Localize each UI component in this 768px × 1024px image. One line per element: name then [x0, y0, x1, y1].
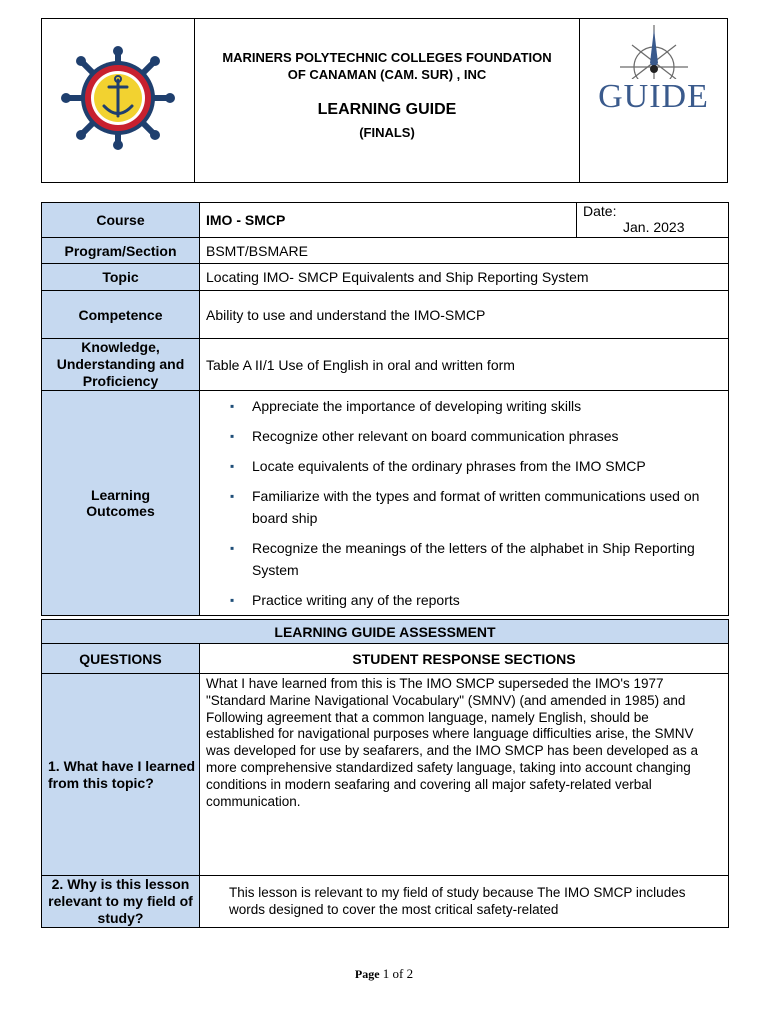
competence-row [42, 291, 729, 339]
document-header [41, 18, 728, 183]
compass-rose-icon [594, 23, 714, 79]
responses-header: STUDENT RESPONSE SECTIONS [200, 644, 729, 674]
bullet-icon: ▪ [230, 541, 235, 555]
list-item: ▪ Recognize the meanings of the letters of the alphabet in Ship Reporting System [230, 537, 728, 581]
date-label: Date: [583, 203, 617, 219]
questions-header: QUESTIONS [42, 644, 200, 674]
question-row-1 [42, 674, 729, 876]
outcomes-list [200, 391, 728, 615]
bullet-icon: ▪ [230, 593, 235, 607]
assessment-header-row [42, 644, 729, 674]
program-label: Program/Section [42, 238, 200, 264]
list-item: ▪ Appreciate the importance of developing writing skills [230, 395, 728, 417]
kup-row [42, 339, 729, 391]
program-row [42, 238, 729, 264]
page-footer [0, 966, 768, 982]
course-label: Course [42, 203, 200, 238]
outcomes-row [42, 391, 729, 616]
course-value: IMO - SMCP [200, 203, 577, 238]
topic-row [42, 264, 729, 291]
outcomes-cell [200, 391, 729, 616]
header-title-cell [195, 19, 580, 183]
bullet-icon: ▪ [230, 489, 235, 503]
topic-label: Topic [42, 264, 200, 291]
page-total: 2 [406, 966, 414, 981]
list-item: ▪ Familiarize with the types and format of written communications used on board ship [230, 485, 728, 529]
program-value: BSMT/BSMARE [200, 238, 729, 264]
outcomes-label: Learning Outcomes [42, 391, 200, 616]
competence-label: Competence [42, 291, 200, 339]
assessment-table [41, 619, 729, 928]
question-1: 1. What have I learned from this topic? [42, 674, 200, 876]
bullet-icon: ▪ [230, 459, 235, 473]
school-seal-cell [42, 19, 195, 183]
course-row [42, 203, 729, 238]
kup-value: Table A II/1 Use of English in oral and written form [200, 339, 729, 391]
competence-value: Ability to use and understand the IMO-SMCP [200, 291, 729, 339]
of-word: of [392, 966, 404, 981]
page-number: 1 [382, 966, 390, 981]
answer-1: What I have learned from this is The IMO SMCP superseded the IMO's 1977 "Standard Marine Navigational Vocabulary" (SMNV) (and amended in 1985) and Following agreement that a common language, namely English, should be established for navigational purposes where language difficulties arise, the SMNV was developed for use by seafarers, and the IMO SMCP has been developed as a more comprehensive standardized safety language, taking into account changing conditions in modern seafaring and covering all major safety-related verbal communication. [200, 674, 729, 876]
assessment-title-row [42, 620, 729, 644]
course-info-table [41, 202, 729, 616]
document-title: LEARNING GUIDE [317, 101, 457, 118]
kup-label: Knowledge, Understanding and Proficiency [42, 339, 200, 391]
ship-wheel-anchor-seal-icon [60, 46, 176, 150]
date-cell [577, 203, 729, 238]
page-word: Page [354, 967, 380, 981]
list-item: ▪ Locate equivalents of the ordinary phrases from the IMO SMCP [230, 455, 728, 477]
school-name-line1: MARINERS POLYTECHNIC COLLEGES FOUNDATION [222, 50, 552, 65]
guide-logo-text: GUIDE [598, 78, 709, 115]
document-subtitle: (FINALS) [359, 125, 415, 140]
bullet-icon: ▪ [230, 399, 235, 413]
list-item: ▪ Practice writing any of the reports [230, 589, 728, 611]
question-row-2 [42, 876, 729, 928]
assessment-title: LEARNING GUIDE ASSESSMENT [42, 620, 729, 644]
answer-2: This lesson is relevant to my field of study because The IMO SMCP includes words designed to cover the most critical safety-related [200, 876, 729, 928]
guide-logo-cell [580, 19, 728, 183]
question-2: 2. Why is this lesson relevant to my field of study? [42, 876, 200, 928]
topic-value: Locating IMO- SMCP Equivalents and Ship Reporting System [200, 264, 729, 291]
date-value: Jan. 2023 [623, 219, 685, 235]
school-name-line2: OF CANAMAN (CAM. SUR) , INC [287, 67, 487, 82]
list-item: ▪ Recognize other relevant on board communication phrases [230, 425, 728, 447]
bullet-icon: ▪ [230, 429, 235, 443]
